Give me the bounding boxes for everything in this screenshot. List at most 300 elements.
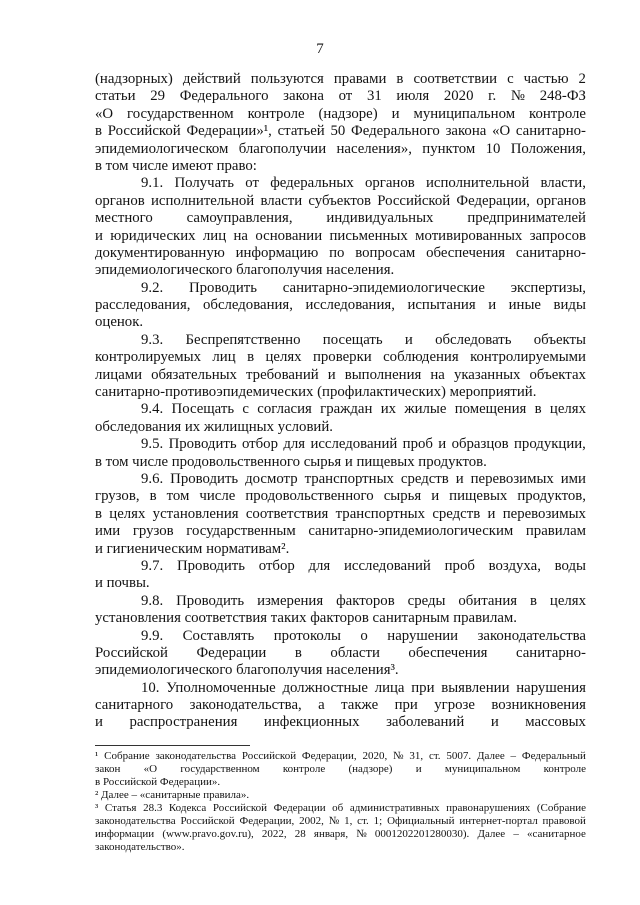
word: протоколы	[273, 627, 341, 644]
word: 29	[150, 88, 166, 105]
text-line	[95, 367, 586, 384]
word: №	[393, 750, 404, 762]
text-line: и гигиеническим нормативам².	[95, 540, 290, 557]
word: пользуются	[250, 71, 324, 87]
word: области	[330, 644, 380, 661]
word: и	[487, 505, 496, 522]
word: измерения	[257, 592, 324, 609]
word: указанных	[453, 366, 521, 383]
word: Российской	[180, 815, 235, 827]
word: и	[431, 488, 440, 505]
word: экспертизы,	[510, 279, 586, 296]
word: Федерации	[273, 802, 326, 814]
word: 248-ФЗ	[539, 88, 586, 105]
word: продуктов,	[517, 488, 586, 505]
word: установления	[152, 505, 239, 522]
word: по	[329, 244, 345, 261]
word: контроле	[282, 763, 326, 775]
word: должностные	[282, 679, 368, 696]
text-line	[95, 523, 586, 540]
word: и	[327, 366, 336, 383]
word: 10	[485, 140, 501, 157]
word: транспортных	[304, 470, 394, 487]
word: обеспечения	[408, 644, 488, 661]
word: исследования,	[305, 297, 395, 314]
paragraph	[95, 175, 586, 279]
word: продовольственного	[245, 488, 374, 505]
word: ст.	[428, 750, 441, 762]
word: власти,	[540, 175, 586, 192]
word: основании	[255, 227, 323, 244]
word: интернет-портал	[459, 815, 538, 827]
word: правовой	[542, 815, 586, 827]
word: том	[166, 488, 190, 505]
word: 31,	[409, 750, 424, 762]
word: 9.1.	[141, 175, 164, 192]
word: помещения	[454, 401, 527, 418]
word: среды	[407, 592, 446, 609]
word: №	[356, 828, 367, 840]
word: 2020	[443, 88, 474, 105]
word: проверки	[312, 349, 372, 366]
word: целях	[265, 349, 302, 366]
word: и	[415, 763, 422, 775]
word: об	[332, 802, 344, 814]
word: января,	[313, 828, 349, 840]
text-line	[95, 506, 586, 523]
word: 9.6.	[141, 470, 164, 487]
word: 10.	[141, 679, 160, 696]
word: 0001202201280030).	[374, 828, 470, 840]
word: и	[488, 297, 497, 314]
word: возникновения	[491, 697, 586, 714]
word: 1,	[344, 815, 353, 827]
word: нарушении	[387, 627, 459, 644]
paragraph	[95, 558, 586, 593]
word: (надзоре)	[318, 105, 378, 122]
word: целях	[109, 505, 146, 522]
text-line	[95, 123, 586, 140]
word: Далее	[477, 828, 506, 840]
paragraph	[95, 680, 586, 732]
word: грузов,	[95, 488, 140, 505]
word: Федерации,	[301, 750, 357, 762]
word: целях	[549, 401, 586, 418]
word: Собрание	[104, 750, 150, 762]
word: Проводить	[188, 279, 257, 296]
word: органов	[95, 192, 145, 209]
word: и	[438, 436, 447, 453]
word: Посещать	[171, 401, 235, 418]
text-line	[95, 349, 586, 366]
word: субъектов	[308, 192, 371, 209]
footnote	[95, 802, 586, 854]
text-line: оценок.	[95, 314, 144, 331]
word: №	[328, 815, 340, 827]
word: органов	[536, 192, 586, 209]
word: граждан	[320, 401, 373, 418]
text-line	[95, 645, 586, 662]
word: жилые	[404, 401, 447, 418]
word: 9.2.	[141, 279, 164, 296]
word: и	[455, 470, 464, 487]
word: закона	[283, 88, 324, 105]
word: лиц	[202, 227, 227, 244]
paragraph	[95, 436, 586, 471]
word: санитарного	[95, 697, 174, 714]
word: пунктом	[422, 140, 476, 157]
text-line	[95, 488, 586, 505]
word: лиц	[212, 349, 236, 366]
word: законодательства	[155, 750, 237, 762]
text-line: эпидемиологического благополучия населения.	[95, 262, 395, 279]
text-line: эпидемиологического благополучия населения³.	[95, 662, 399, 679]
word: соответствия	[245, 505, 329, 522]
word: обеспечения	[426, 244, 506, 261]
word: угрозе	[434, 697, 475, 714]
word: для	[283, 436, 306, 453]
word: мотивированных	[415, 227, 523, 244]
word: в	[247, 349, 255, 366]
word: Федерального	[179, 88, 269, 105]
text-line	[95, 141, 586, 158]
word: их	[380, 401, 397, 418]
text-line	[95, 558, 586, 575]
footnote-line	[95, 750, 586, 763]
word: «О	[95, 105, 114, 122]
word: законодательства	[477, 627, 586, 644]
word: 50	[330, 123, 346, 140]
word: лица	[374, 679, 405, 696]
word: числе	[199, 488, 236, 505]
word: массовых	[525, 714, 586, 731]
footnote-line	[95, 763, 586, 776]
word: местного	[95, 210, 153, 227]
word: контроле	[543, 763, 586, 775]
body-text	[95, 71, 586, 732]
word: Положения,	[510, 140, 586, 157]
word: Проводить	[170, 470, 239, 487]
word: 28.3	[143, 802, 163, 814]
word: №	[510, 88, 526, 105]
word: частью	[523, 71, 569, 87]
word: документированную	[95, 244, 225, 261]
word: населения»,	[336, 140, 412, 157]
word: Составлять	[182, 627, 255, 644]
text-line: в том числе продовольственного сырья и пищевых продуктов.	[95, 453, 487, 470]
word: распространения	[129, 714, 238, 731]
paragraph	[95, 332, 586, 402]
word: 9.9.	[141, 627, 164, 644]
text-line	[95, 628, 586, 645]
word: Федерации,	[239, 815, 295, 827]
word: законодательства,	[189, 697, 302, 714]
footnote-line: в Российской Федерации».	[95, 776, 221, 788]
word: государственном	[127, 105, 234, 122]
word: санитарно-эпидемиологические	[282, 279, 485, 296]
paragraph	[95, 593, 586, 628]
word: муниципальном	[444, 763, 521, 775]
word: законодательства	[95, 815, 176, 827]
word: государственным	[186, 523, 296, 540]
word: (www.pravo.gov.ru),	[162, 828, 254, 840]
word: санитарно-	[515, 123, 586, 140]
word: эпидемиологическом	[95, 140, 229, 157]
word: в	[95, 123, 102, 140]
word: –	[510, 750, 517, 762]
word: самоуправления,	[186, 210, 293, 227]
word: правами	[333, 71, 387, 87]
word: контроле	[247, 105, 305, 122]
word: власти	[260, 192, 303, 209]
word: Статья	[104, 802, 137, 814]
word: соблюдения	[383, 349, 459, 366]
word: (Собрание	[536, 802, 586, 814]
word: закон	[95, 763, 121, 775]
word: государственном	[180, 763, 260, 775]
text-line: установления соответствия таких факторов санитарным правилам.	[95, 610, 517, 627]
word: объекты	[533, 331, 586, 348]
word: юридических	[110, 227, 196, 244]
word: 2020,	[362, 750, 388, 762]
word: информации	[95, 828, 155, 840]
word: ³	[95, 802, 99, 814]
word: от	[245, 175, 259, 192]
text-line	[95, 106, 586, 123]
text-line	[95, 88, 586, 105]
word: средств	[400, 470, 449, 487]
word: и	[404, 331, 413, 348]
word: расследования,	[95, 297, 191, 314]
word: Проводить	[168, 436, 237, 453]
word: санитарно-	[515, 644, 586, 661]
word: «санитарное	[526, 828, 586, 840]
word: Беспрепятственно	[185, 331, 301, 348]
word: ими	[95, 523, 121, 540]
footnote-separator	[95, 745, 250, 746]
word: 2002,	[299, 815, 324, 827]
word: в	[534, 401, 542, 418]
word: в	[396, 71, 404, 87]
word: запросов	[529, 227, 586, 244]
paragraph	[95, 628, 586, 680]
word: правонарушениях	[446, 802, 531, 814]
word: контроле	[529, 105, 586, 122]
word: 9.3.	[141, 331, 164, 348]
word: федеральных	[270, 175, 354, 192]
word: лицами	[95, 366, 143, 383]
word: 9.5.	[141, 436, 164, 453]
word: ст.	[357, 815, 369, 827]
word: исполнительной	[426, 175, 530, 192]
word: воды	[554, 557, 586, 574]
word: благополучии	[238, 140, 327, 157]
word: а	[318, 697, 325, 714]
word: отбор	[241, 436, 278, 453]
word: 2022,	[261, 828, 287, 840]
paragraph	[95, 280, 586, 332]
word: контролируемых	[95, 349, 201, 366]
word: от	[338, 88, 353, 105]
word: административных	[349, 802, 440, 814]
word: Российской	[377, 192, 451, 209]
paragraph	[95, 471, 586, 558]
word: перевозимых	[502, 505, 586, 522]
word: 9.7.	[141, 557, 164, 574]
word: нарушения	[516, 679, 586, 696]
word: (надзоре)	[348, 763, 393, 775]
text-line	[95, 471, 586, 488]
text-line: обследования их жилищных условий.	[95, 418, 333, 435]
word: Уполномоченные	[166, 679, 276, 696]
word: 9.8.	[141, 592, 164, 609]
word: предпринимателей	[467, 210, 586, 227]
text-line	[95, 71, 586, 88]
text-line	[95, 245, 586, 262]
word: обследования,	[203, 297, 293, 314]
text-line	[95, 297, 586, 314]
word: 5007.	[446, 750, 472, 762]
text-line	[95, 228, 586, 245]
word: вопросам	[355, 244, 416, 261]
text-line	[95, 436, 586, 453]
text-line	[95, 210, 586, 227]
word: проб	[444, 557, 475, 574]
word: перевозимых	[470, 470, 554, 487]
word: в	[149, 488, 157, 505]
word: инфекционных	[263, 714, 360, 731]
word: Федерального	[351, 123, 440, 140]
word: г.	[488, 88, 497, 105]
word: органов	[365, 175, 415, 192]
word: Федерации	[196, 644, 267, 661]
word: соответствии	[413, 71, 498, 87]
word: «О	[143, 763, 158, 775]
word: статьи	[95, 88, 136, 105]
word: –	[513, 828, 519, 840]
word: образцов	[451, 436, 509, 453]
word: исполнительной	[150, 192, 255, 209]
word: Российской	[241, 750, 297, 762]
word: средств	[432, 505, 481, 522]
word: Федерации,	[456, 192, 530, 209]
word: 31	[366, 88, 382, 105]
word: заболеваний	[386, 714, 465, 731]
text-line: санитарно-противоэпидемических (профилактических) мероприятий.	[95, 384, 537, 401]
word: муниципальном	[413, 105, 516, 122]
text-line	[95, 714, 586, 731]
text-line	[95, 332, 586, 349]
word: продукции,	[514, 436, 586, 453]
word: для	[308, 557, 331, 574]
word: 9.4.	[141, 401, 164, 418]
word: санитарно-	[515, 244, 586, 261]
text-line	[95, 697, 586, 714]
word: транспортных	[335, 505, 426, 522]
text-line	[95, 280, 586, 297]
word: на	[233, 227, 249, 244]
word: сырья	[383, 488, 422, 505]
word: ¹	[95, 750, 99, 762]
paragraph	[95, 401, 586, 436]
footnote-line: ² Далее – «санитарные правила».	[95, 789, 250, 801]
footnote	[95, 750, 586, 789]
word: ими	[560, 470, 586, 487]
text-line: в том числе имеют право:	[95, 157, 257, 174]
footnotes	[95, 750, 586, 854]
word: Российской	[107, 123, 181, 140]
text-line: и почвы.	[95, 575, 150, 592]
word: 28	[294, 828, 306, 840]
word: июля	[396, 88, 430, 105]
word: «О	[492, 123, 511, 140]
word: и	[95, 227, 103, 244]
word: также	[341, 697, 379, 714]
word: Российской	[212, 802, 268, 814]
word: проб	[402, 436, 433, 453]
text-line	[95, 680, 586, 697]
word: на	[430, 366, 445, 383]
word: обязательных	[151, 366, 237, 383]
text-line	[95, 193, 586, 210]
word: Кодекса	[168, 802, 207, 814]
text-line	[95, 593, 586, 610]
word: посещать	[322, 331, 383, 348]
word: 1;	[373, 815, 383, 827]
word: иные	[508, 297, 541, 314]
word: закона	[445, 123, 487, 140]
word: обитания	[458, 592, 518, 609]
word: с	[242, 401, 249, 418]
word: Проводить	[176, 592, 245, 609]
word: требований	[246, 366, 319, 383]
word: испытания	[407, 297, 476, 314]
word: виды	[553, 297, 586, 314]
word: контролируемыми	[470, 349, 586, 366]
word: в	[95, 505, 102, 522]
word: письменных	[329, 227, 408, 244]
word: объектах	[529, 366, 586, 383]
word: Официальный	[387, 815, 455, 827]
word: и	[95, 714, 103, 731]
footnote	[95, 789, 586, 802]
word: и	[490, 714, 499, 731]
word: правилам	[525, 523, 586, 540]
word: действий	[182, 71, 241, 87]
word: при	[394, 697, 418, 714]
text-line	[95, 401, 586, 418]
word: факторов	[336, 592, 395, 609]
word: при	[411, 679, 435, 696]
word: грузов	[132, 523, 174, 540]
page-number: 7	[316, 41, 324, 57]
word: 2	[578, 71, 586, 87]
word: целях	[549, 592, 586, 609]
footnote-line	[95, 802, 586, 815]
word: информацию	[235, 244, 319, 261]
word: отбор	[258, 557, 295, 574]
word: Федерации»¹,	[186, 123, 272, 140]
word: (надзорных)	[95, 71, 173, 87]
word: обследовать	[435, 331, 512, 348]
word: с	[507, 71, 514, 87]
footnote-line: законодательство».	[95, 841, 185, 853]
word: согласия	[257, 401, 312, 418]
word: досмотр	[245, 470, 298, 487]
word: пищевых	[449, 488, 508, 505]
word: выполнения	[344, 366, 422, 383]
word: и	[391, 105, 400, 122]
